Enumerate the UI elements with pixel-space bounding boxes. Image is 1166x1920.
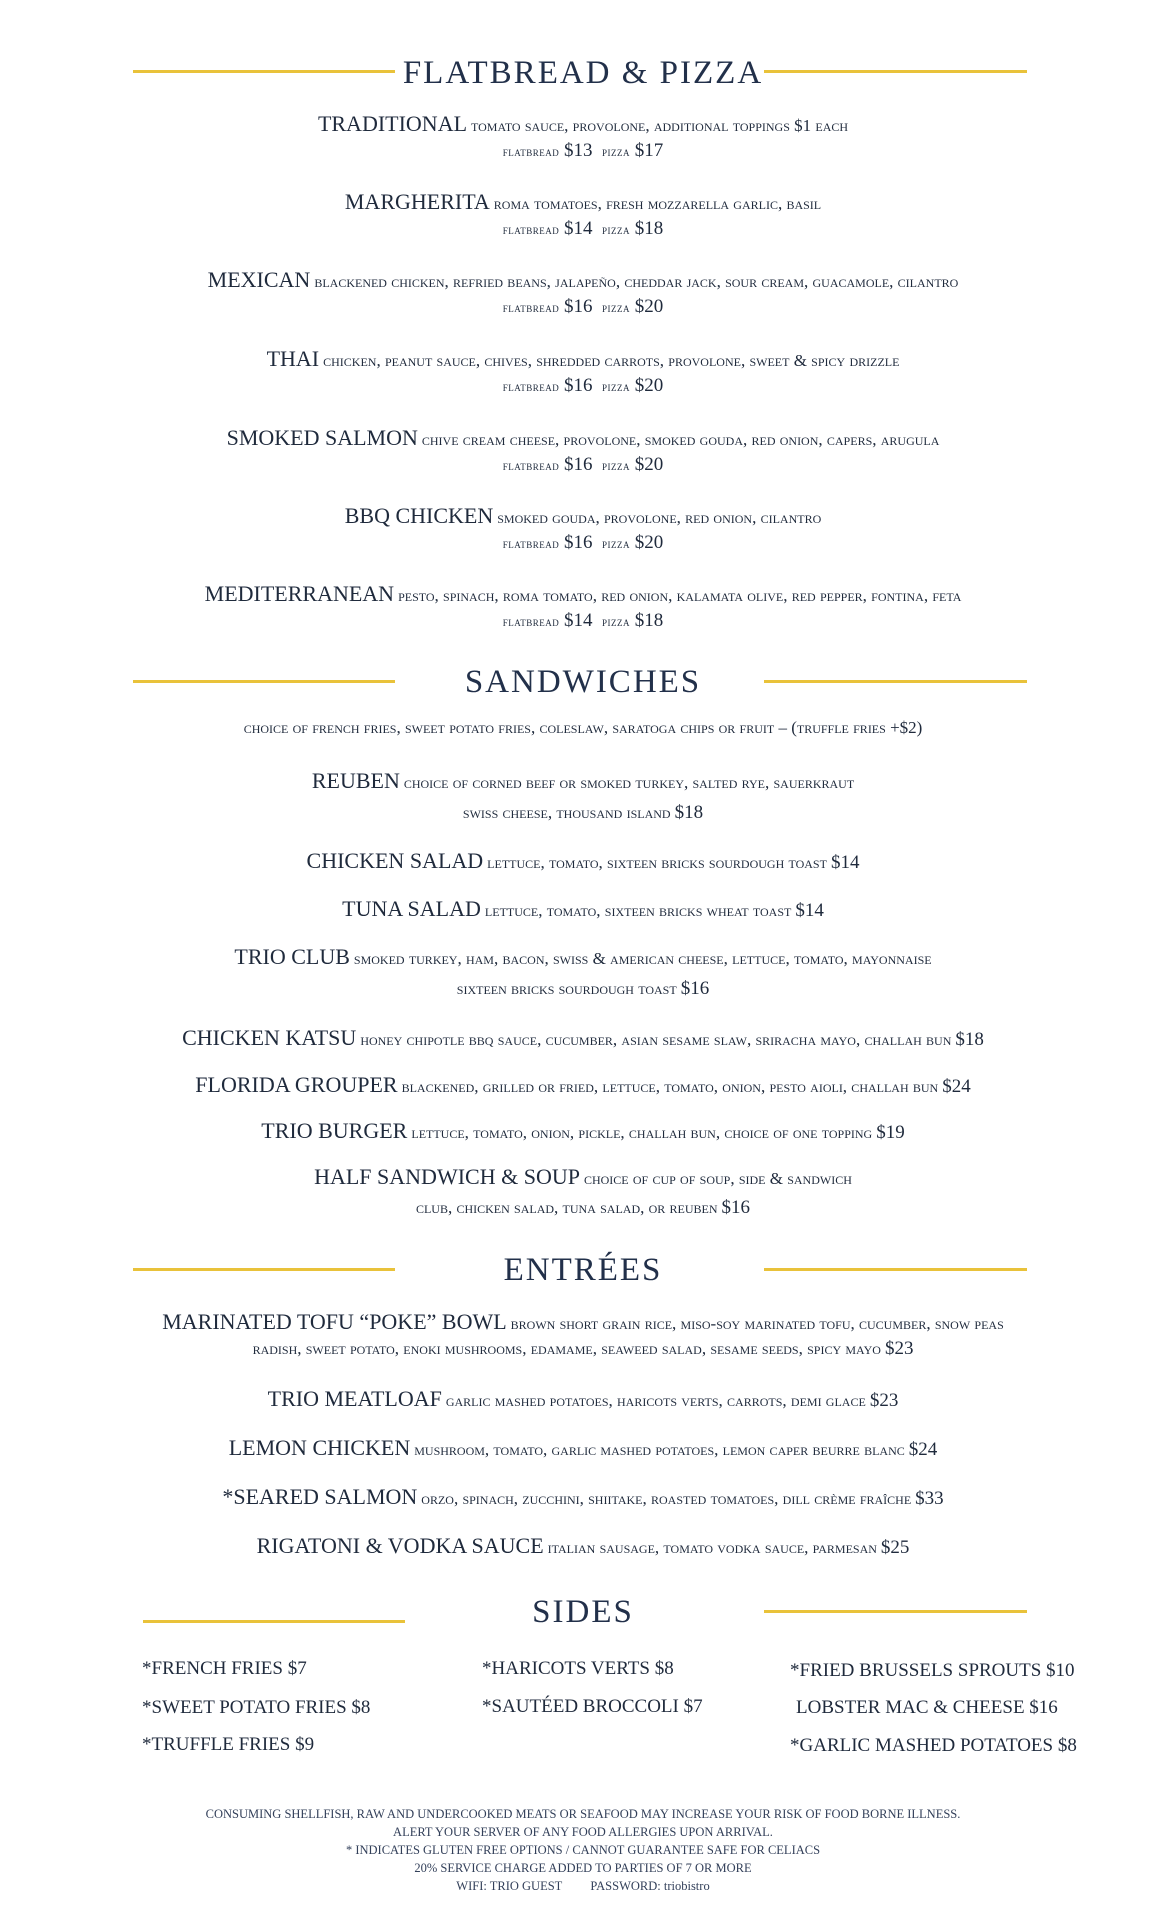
menu-item-desc-line bbox=[0, 802, 1166, 824]
menu-item-name-line bbox=[0, 896, 1166, 922]
item-name: *SEARED SALMON bbox=[222, 1484, 418, 1509]
item-prices bbox=[0, 375, 1166, 397]
item-prices bbox=[0, 454, 1166, 476]
pizza-label: pizza bbox=[602, 536, 630, 551]
flatbread-price: $14 bbox=[564, 610, 593, 631]
item-description: blackened chicken, refried beans, jalapeño, cheddar jack, sour cream, guacamole, cilantro bbox=[314, 272, 959, 291]
item-name: MARGHERITA bbox=[344, 189, 490, 214]
item-description: orzo, spinach, zucchini, shiitake, roasted tomatoes, dill crème fraîche bbox=[421, 1489, 912, 1508]
flatbread-heading: FLATBREAD & PIZZA bbox=[402, 55, 764, 91]
item-description: lettuce, tomato, onion, pickle, challah bun, choice of one topping bbox=[411, 1123, 873, 1142]
item-description: chive cream cheese, provolone, smoked gouda, red onion, capers, arugula bbox=[421, 430, 940, 449]
menu-item-name-line bbox=[0, 1435, 1166, 1461]
item-name: MARINATED TOFU “POKE” BOWL bbox=[162, 1309, 507, 1334]
flatbread-label: flatbread bbox=[502, 614, 560, 629]
pizza-label: pizza bbox=[602, 614, 630, 629]
pizza-price: $20 bbox=[634, 375, 664, 396]
pizza-price: $20 bbox=[634, 454, 664, 475]
item-name: CHICKEN KATSU bbox=[182, 1025, 357, 1050]
flatbread-price: $13 bbox=[564, 140, 593, 161]
menu-item-name-line bbox=[0, 425, 1166, 451]
flatbread-price: $14 bbox=[564, 218, 593, 239]
side-item: *TRUFFLE FRIES $9 bbox=[142, 1734, 315, 1755]
menu-item-name-line bbox=[0, 848, 1166, 874]
password-label: PASSWORD: bbox=[590, 1879, 661, 1893]
item-name: HALF SANDWICH & SOUP bbox=[314, 1164, 580, 1189]
item-price: $23 bbox=[884, 1338, 914, 1359]
side-item: *GARLIC MASHED POTATOES $8 bbox=[790, 1735, 1077, 1756]
footer-disclaimer: CONSUMING SHELLFISH, RAW AND UNDERCOOKED MEATS OR SEAFOOD MAY INCREASE YOUR RISK OF FOOD BORNE ILLNESS. bbox=[205, 1807, 961, 1821]
pizza-label: pizza bbox=[602, 300, 630, 315]
sandwiches-heading: SANDWICHES bbox=[464, 664, 702, 700]
menu-item-name-line bbox=[0, 581, 1166, 607]
menu-item-name-line bbox=[0, 1118, 1166, 1144]
sides-choice-note: choice of french fries, sweet potato fries, coleslaw, saratoga chips or fruit – (truffle fries +$2) bbox=[243, 718, 923, 737]
menu-item-name-line bbox=[0, 1386, 1166, 1412]
flatbread-label: flatbread bbox=[502, 300, 560, 315]
item-price: $19 bbox=[876, 1122, 905, 1143]
flatbread-price: $16 bbox=[564, 296, 593, 317]
item-description: lettuce, tomato, sixteen bricks wheat toast bbox=[484, 901, 792, 920]
item-description: club, chicken salad, tuna salad, or reuben bbox=[415, 1198, 718, 1217]
item-name: THAI bbox=[266, 346, 320, 371]
item-name: TUNA SALAD bbox=[342, 896, 481, 921]
item-prices bbox=[0, 296, 1166, 318]
wifi-password: triobistro bbox=[663, 1879, 710, 1893]
side-item: *FRIED BRUSSELS SPROUTS $10 bbox=[790, 1660, 1075, 1681]
item-price: $18 bbox=[955, 1029, 984, 1050]
menu-item-name-line bbox=[0, 1164, 1166, 1190]
item-description: brown short grain rice, miso-soy marinated tofu, cucumber, snow peas bbox=[510, 1314, 1004, 1333]
item-name: FLORIDA GROUPER bbox=[195, 1072, 398, 1097]
menu-item-name-line bbox=[0, 503, 1166, 529]
item-name: RIGATONI & VODKA SAUCE bbox=[256, 1533, 544, 1558]
item-description: tomato sauce, provolone, additional toppings $1 each bbox=[471, 116, 849, 135]
entrees-heading: ENTRÉES bbox=[503, 1252, 663, 1288]
menu-item-name-line bbox=[0, 1072, 1166, 1098]
menu-item-desc-line bbox=[0, 1338, 1166, 1360]
menu-item-name-line bbox=[0, 1025, 1166, 1051]
pizza-price: $17 bbox=[634, 140, 664, 161]
item-name: TRADITIONAL bbox=[317, 111, 468, 136]
side-item: *SWEET POTATO FRIES $8 bbox=[142, 1697, 371, 1718]
wifi-label: WIFI: TRIO GUEST bbox=[456, 1879, 563, 1893]
item-price: $24 bbox=[908, 1439, 938, 1460]
menu-item-name-line bbox=[0, 189, 1166, 215]
flatbread-label: flatbread bbox=[502, 222, 560, 237]
flatbread-price: $16 bbox=[564, 454, 593, 475]
item-prices bbox=[0, 140, 1166, 162]
item-price: $16 bbox=[680, 978, 710, 999]
menu-item-name-line bbox=[0, 267, 1166, 293]
pizza-price: $18 bbox=[634, 610, 664, 631]
flatbread-label: flatbread bbox=[502, 458, 560, 473]
item-description: blackened, grilled or fried, lettuce, tomato, onion, pesto aioli, challah bun bbox=[401, 1077, 939, 1096]
flatbread-label: flatbread bbox=[502, 144, 560, 159]
menu-item-name-line bbox=[0, 346, 1166, 372]
menu-item-name-line bbox=[0, 768, 1166, 794]
item-description: mushroom, tomato, garlic mashed potatoes, lemon caper beurre blanc bbox=[414, 1440, 905, 1459]
menu-item-name-line bbox=[0, 1533, 1166, 1559]
item-price: $14 bbox=[830, 852, 860, 873]
item-name: MEDITERRANEAN bbox=[204, 581, 395, 606]
pizza-price: $18 bbox=[634, 218, 664, 239]
item-name: BBQ CHICKEN bbox=[344, 503, 494, 528]
footer-gluten-note: * INDICATES GLUTEN FREE OPTIONS / CANNOT GUARANTEE SAFE FOR CELIACS bbox=[345, 1843, 821, 1857]
item-description: sixteen bricks sourdough toast bbox=[456, 979, 677, 998]
footer-wifi bbox=[0, 1879, 1166, 1894]
pizza-label: pizza bbox=[602, 379, 630, 394]
footer-service-charge: 20% SERVICE CHARGE ADDED TO PARTIES OF 7 OR MORE bbox=[414, 1861, 752, 1875]
item-prices bbox=[0, 218, 1166, 240]
item-price: $33 bbox=[915, 1488, 944, 1509]
item-prices bbox=[0, 610, 1166, 632]
footer-allergy-note: ALERT YOUR SERVER OF ANY FOOD ALLERGIES UPON ARRIVAL. bbox=[393, 1825, 773, 1839]
item-price: $18 bbox=[674, 802, 704, 823]
side-item: LOBSTER MAC & CHEESE $16 bbox=[796, 1697, 1058, 1718]
side-item: *FRENCH FRIES $7 bbox=[142, 1658, 307, 1679]
item-price: $23 bbox=[869, 1390, 899, 1411]
menu-item-desc-line bbox=[0, 978, 1166, 1000]
item-description: roma tomatoes, fresh mozzarella garlic, basil bbox=[493, 194, 822, 213]
side-item: *HARICOTS VERTS $8 bbox=[482, 1658, 674, 1679]
pizza-price: $20 bbox=[634, 296, 664, 317]
item-description: smoked gouda, provolone, red onion, cilantro bbox=[497, 508, 822, 527]
item-description: chicken, peanut sauce, chives, shredded carrots, provolone, sweet & spicy drizzle bbox=[323, 351, 900, 370]
item-name: REUBEN bbox=[311, 768, 400, 793]
flatbread-label: flatbread bbox=[502, 379, 560, 394]
item-description: honey chipotle bbq sauce, cucumber, asian sesame slaw, sriracha mayo, challah bun bbox=[360, 1030, 952, 1049]
item-price: $24 bbox=[942, 1076, 971, 1097]
pizza-label: pizza bbox=[602, 458, 630, 473]
item-description: choice of corned beef or smoked turkey, salted rye, sauerkraut bbox=[403, 773, 855, 792]
flatbread-price: $16 bbox=[564, 532, 593, 553]
flatbread-price: $16 bbox=[564, 375, 593, 396]
item-description: choice of cup of soup, side & sandwich bbox=[583, 1169, 852, 1188]
item-description: lettuce, tomato, sixteen bricks sourdough toast bbox=[487, 853, 827, 872]
item-price: $14 bbox=[795, 900, 824, 921]
item-description: swiss cheese, thousand island bbox=[462, 803, 671, 822]
pizza-label: pizza bbox=[602, 222, 630, 237]
side-item: *SAUTÉED BROCCOLI $7 bbox=[482, 1696, 703, 1717]
item-name: TRIO BURGER bbox=[261, 1118, 408, 1143]
item-name: SMOKED SALMON bbox=[226, 425, 418, 450]
menu-item-name-line bbox=[0, 944, 1166, 970]
flatbread-label: flatbread bbox=[502, 536, 560, 551]
pizza-price: $20 bbox=[634, 532, 664, 553]
item-name: LEMON CHICKEN bbox=[228, 1435, 411, 1460]
menu-item-desc-line bbox=[0, 1197, 1166, 1219]
menu-item-name-line bbox=[0, 1484, 1166, 1510]
sandwiches-note bbox=[0, 718, 1166, 738]
item-description: smoked turkey, ham, bacon, swiss & american cheese, lettuce, tomato, mayonnaise bbox=[353, 949, 932, 968]
sides-heading: SIDES bbox=[532, 1594, 634, 1630]
item-price: $16 bbox=[721, 1197, 751, 1218]
item-price: $25 bbox=[880, 1537, 910, 1558]
item-name: MEXICAN bbox=[207, 267, 311, 292]
item-prices bbox=[0, 532, 1166, 554]
item-name: TRIO CLUB bbox=[234, 944, 350, 969]
item-name: CHICKEN SALAD bbox=[306, 848, 484, 873]
item-description: radish, sweet potato, enoki mushrooms, edamame, seaweed salad, sesame seeds, spicy mayo bbox=[252, 1339, 881, 1358]
item-description: garlic mashed potatoes, haricots verts, carrots, demi glace bbox=[445, 1391, 866, 1410]
menu-item-name-line bbox=[0, 111, 1166, 137]
item-name: TRIO MEATLOAF bbox=[267, 1386, 442, 1411]
pizza-label: pizza bbox=[602, 144, 630, 159]
item-description: italian sausage, tomato vodka sauce, parmesan bbox=[547, 1538, 877, 1557]
item-description: pesto, spinach, roma tomato, red onion, kalamata olive, red pepper, fontina, feta bbox=[398, 586, 962, 605]
menu-item-name-line bbox=[0, 1309, 1166, 1335]
